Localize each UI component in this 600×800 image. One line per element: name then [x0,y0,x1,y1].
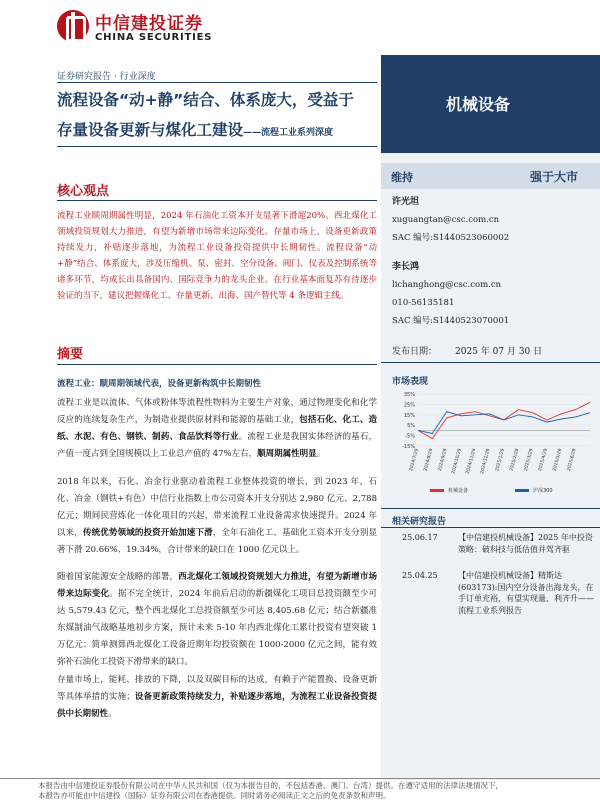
x-tick-label: 2024/11/29 [465,448,478,475]
y-tick-label: -15% [402,444,415,450]
divider [57,364,377,365]
market-performance-chart [390,388,595,500]
y-tick-label: 25% [403,402,415,409]
x-tick-label: 2025/6/29 [566,448,578,472]
core-title: 核心观点 [57,184,110,199]
y-tick-label: 15% [403,412,415,419]
x-tick-label: 2025/2/28 [509,448,521,472]
analyst-phone: 010-56135181 [392,298,455,308]
divider [57,82,377,83]
related-title: 相关研究报告 [392,517,447,527]
x-tick-label: 2024/10/29 [451,448,463,475]
y-tick-label: 35% [403,392,415,398]
analyst-email[interactable]: lichanghong@csc.com.cn [392,280,502,290]
core-text: 流程工业顺周期属性明显，2024 年石油化工资本开支显著下滑超20%。西北煤化工领域投资规划大力推进，有望为新增市场带来边际变化。存量市场上，设备更新政策持续发力，补贴逐步落地，为流程工业设备投资提供中长期韧性。流程设备“动+静”结合、体系庞大，涉及压缩机、泵、密封、空分设备、阀门、仪表及控制系统等诸多环节，均成长出具备国内、国际竞争力的龙头企业。在行业基本面复苏有待逐步验证的当下，建议把握煤化工、存量更新、出海、国产替代等 4 条逻辑主线。 [57,211,377,301]
x-tick-label: 2024/8/29 [423,448,435,472]
analyst-sac: SAC 编号:S1440523070001 [392,316,510,326]
logo-mark-icon [57,10,89,42]
disclaimer [38,781,598,800]
related-text: 【中信建投机械设备】2025 年中投资策略：破科技与低估值并驾齐驱 [458,533,593,554]
industry-banner [381,55,600,153]
x-tick-label: 2024/9/29 [437,448,449,472]
rating-action: 维持 [391,171,413,184]
report-title-main: 存量设备更新与煤化工建设 [57,121,244,139]
summary-paragraph: 流程工业是以流体、气体或粉体等流程性物料为主要生产对象，通过物理变化和化学反应的连续复杂生产，为制造业提供原材料和能源的基础工业，包括石化、化工、造纸、水泥、有色、钢铁、制药、食品饮料等行业。流程工业是我国实体经济的基石，产值一度占到全国规模以上工业总产值的 47%左右，顺周期属性明显。 [57,398,377,459]
related-date: 25.04.25 [402,571,438,580]
industry-name: 机械设备 [446,95,511,114]
analyst-name: 李长鸿 [392,262,420,272]
summary-title: 摘要 [57,347,84,362]
disclaimer-line: 本报告亦可能由中信建投（国际）证券有限公司在香港提供。同时请务必阅读正文之后的免责条款和声明。 [38,791,391,800]
legend-swatch [515,489,529,492]
y-tick-label: -5% [405,433,415,440]
divider [381,527,600,528]
summary-lead: 流程工业：顺周期领域代表，设备更新构筑中长期韧性 [57,379,262,389]
legend-swatch [430,489,444,492]
analyst-sac: SAC 编号:S1440523060002 [392,233,510,243]
publish-date-label: 发布日期： [392,347,438,357]
report-title-series: ——流程工业系列深度 [243,128,334,138]
divider [381,362,600,363]
x-tick-label: 2024/12/29 [480,448,492,475]
x-tick-label: 2025/3/29 [523,448,535,472]
legend-label: 机械设备 [448,488,469,494]
x-tick-label: 2025/5/29 [552,448,564,472]
divider [57,146,377,147]
analyst-card [392,260,509,332]
report-title-line1: 流程设备“动+静”结合、体系庞大，受益于 [57,91,354,109]
x-tick-label: 2025/4/29 [538,448,549,472]
summary-paragraph: 2018 年以来，石化、冶金行业驱动着流程工业整体投资的增长，到 2023 年，石化、冶金（钢铁+有色）中信行业指数上市公司资本开支分别达 2,980 亿元、2,788 亿元；期间民营炼化一体化项目的兴起，带来流程工业设备需求快速提升。2024 年以来，传统优势领域的投资开始加速下滑，全年石油化工、基础化工资本开支分别显著下滑 20.66%、19.34%，合计带来的缺口在 1000 亿元以上。 [57,477,377,555]
rating-value: 强于大市 [529,170,578,184]
rating-bar [381,163,600,189]
company-logo [57,8,217,48]
x-tick-label: 2025/1/29 [495,448,506,472]
related-text: 【中信建投机械设备】精斯达(603173):国内空分设备出海龙头，在手订单充裕，有望实现量、利齐升——流程工业系列报告 [458,571,594,615]
y-tick-label: 5% [407,423,415,430]
divider [381,508,600,509]
publish-date-value: 2025 年 07 月 30 日 [455,347,543,357]
analyst-card [392,195,509,249]
x-tick-label: 2024/7/29 [409,448,420,472]
analyst-email[interactable]: xuguangtan@csc.com.cn [392,215,500,225]
logo-text-cn: 中信建投证券 [95,14,203,34]
disclaimer-line: 本报告由中信建投证券股份有限公司在中华人民共和国（仅为本报告目的，不包括香港、澳门、台湾）提供。在遵守适用的法律法规情况下， [38,781,503,790]
publish-date [392,344,542,357]
analyst-name: 许光坦 [392,197,420,207]
market-title: 市场表现 [392,377,429,387]
summary-paragraph: 随着国家能源安全战略的部署，西北煤化工领域投资规划大力推进，有望为新增市场带来边际变化。据不完全统计，2024 年前后启动的新疆煤化工项目总投资额至少可达 5,579.43 亿元，整个西北煤化工总投资额至少可达 8,405.68 亿元；结合新疆准东煤制油气战略基地初步方案，预计未来 5-10 年内西北煤化工累计投资有望突破 1 万亿元；简单测算西北煤化工设备近期年均投资额在 1000-2000 亿元之间，能有效弥补石油化工投资下滑带来的缺口。 [57,572,377,667]
report-type: 证券研究报告 · 行业深度 [57,72,156,82]
divider [57,200,377,201]
report-title-line2 [57,118,333,140]
related-date: 25.06.17 [402,533,438,542]
series-line-1 [418,402,590,438]
footer-divider [0,778,600,779]
summary-paragraph: 存量市场上，能耗、排放的下降，以及双碳目标的达成，有赖于产能置换、设备更新等具体举措的实施；设备更新政策持续发力，补贴逐步落地，为流程工业设备投资提供中长期韧性。 [57,675,377,719]
legend-label: 沪深300 [533,488,553,494]
logo-text-en: CHINA SECURITIES [95,32,213,43]
